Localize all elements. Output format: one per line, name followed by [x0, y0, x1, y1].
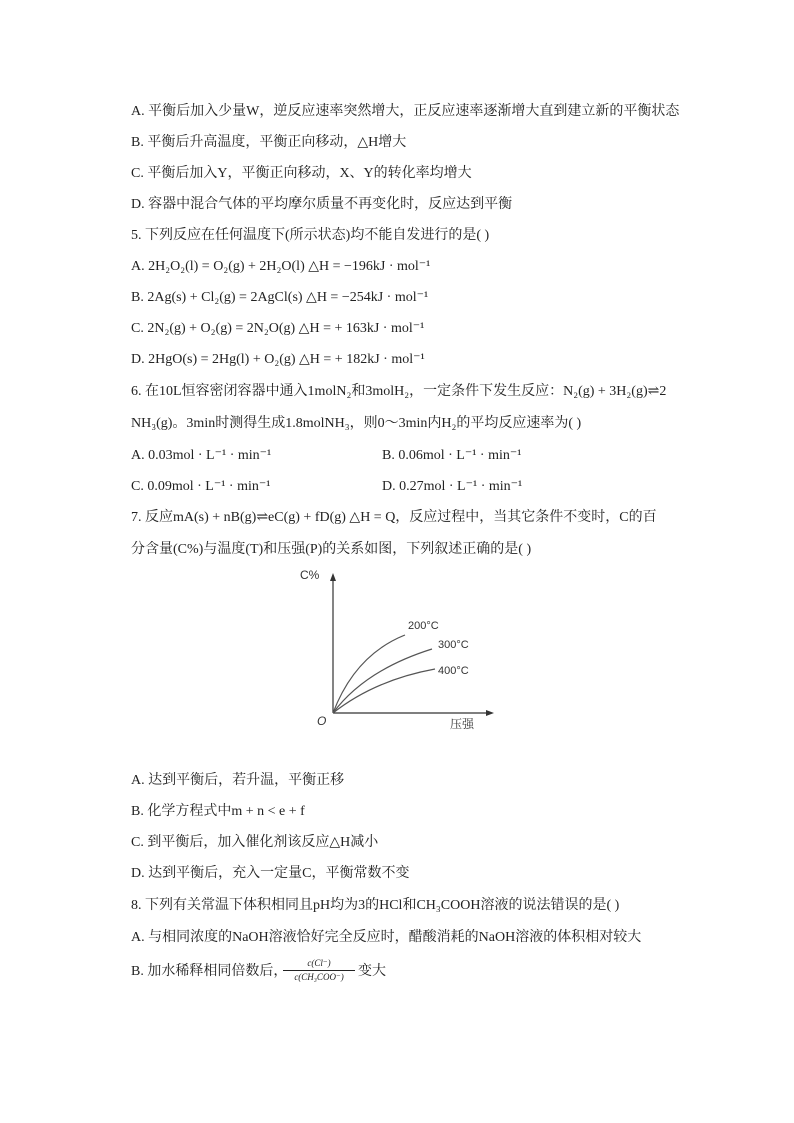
option-b-q7: B. 化学方程式中m + n < e + f: [131, 804, 305, 819]
question-8: 8. 下列有关常温下体积相同且pH均为3的HCl和CH₃COOH溶液的说法错误的是( ): [131, 898, 620, 913]
option-c-q5: C. 2N₂(g) + O₂(g) = 2N₂O(g) △H = + 163kJ · mol⁻¹: [131, 321, 425, 336]
curve-label-300c: 300°C: [438, 639, 469, 651]
option-b-q8-suffix: 变大: [358, 964, 386, 979]
cpercent-pressure-figure: [300, 565, 500, 735]
option-c-q7: C. 到平衡后，加入催化剂该反应△H减小: [131, 835, 379, 850]
fraction-denominator: c(CH₃COO⁻): [294, 972, 344, 982]
curve-label-400c: 400°C: [438, 665, 469, 677]
option-a-q5: A. 2H₂O₂(l) = O₂(g) + 2H₂O(l) △H = −196kJ · mol⁻¹: [131, 259, 431, 274]
curve-label-200c: 200°C: [408, 620, 439, 632]
y-axis-arrow: [330, 573, 336, 581]
option-b-q4: B. 平衡后升高温度，平衡正向移动，△H增大: [131, 135, 407, 150]
option-c-q4: C. 平衡后加入Y，平衡正向移动，X、Y的转化率均增大: [131, 166, 472, 181]
option-b-q6: B. 0.06mol · L⁻¹ · min⁻¹: [382, 448, 522, 463]
option-a-q4: A. 平衡后加入少量W，逆反应速率突然增大，正反应速率逐渐增大直到建立新的平衡状态: [131, 104, 680, 119]
question-7-line2: 分含量(C%)与温度(T)和压强(P)的关系如图，下列叙述正确的是( ): [131, 542, 532, 557]
option-a-q6: A. 0.03mol · L⁻¹ · min⁻¹: [131, 448, 272, 463]
x-axis-label: 压强: [450, 717, 475, 731]
question-6-line2: NH₃(g)。3min时测得生成1.8molNH₃，则0～3min内H₂的平均反应速率为( ): [131, 416, 582, 431]
y-axis-label: C%: [300, 568, 320, 582]
option-a-q7: A. 达到平衡后，若升温，平衡正移: [131, 773, 345, 788]
option-b-q8-prefix: B. 加水稀释相同倍数后，: [131, 964, 288, 979]
option-b-q5: B. 2Ag(s) + Cl₂(g) = 2AgCl(s) △H = −254kJ · mol⁻¹: [131, 290, 429, 305]
curve-300c: [333, 649, 432, 713]
concentration-ratio-fraction: [283, 958, 355, 983]
question-7-line1: 7. 反应mA(s) + nB(g)⇌eC(g) + fD(g) △H = Q，反应过程中，当其它条件不变时，C的百: [131, 510, 657, 525]
option-d-q4: D. 容器中混合气体的平均摩尔质量不再变化时，反应达到平衡: [131, 197, 513, 212]
option-c-q6: C. 0.09mol · L⁻¹ · min⁻¹: [131, 479, 271, 494]
option-d-q7: D. 达到平衡后，充入一定量C，平衡常数不变: [131, 866, 410, 881]
origin-label: O: [317, 714, 327, 728]
curve-200c: [333, 635, 405, 713]
curve-400c: [333, 669, 435, 713]
option-a-q8: A. 与相同浓度的NaOH溶液恰好完全反应时，醋酸消耗的NaOH溶液的体积相对较大: [131, 930, 642, 945]
option-d-q5: D. 2HgO(s) = 2Hg(l) + O₂(g) △H = + 182kJ · mol⁻¹: [131, 352, 425, 367]
question-6-line1: 6. 在10L恒容密闭容器中通入1molN₂和3molH₂，一定条件下发生反应：N₂(g) + 3H₂(g)⇌2: [131, 384, 667, 399]
fraction-numerator: c(Cl⁻): [283, 958, 355, 971]
option-d-q6: D. 0.27mol · L⁻¹ · min⁻¹: [382, 479, 523, 494]
x-axis-arrow: [486, 710, 494, 716]
question-5: 5. 下列反应在任何温度下(所示状态)均不能自发进行的是( ): [131, 228, 490, 243]
